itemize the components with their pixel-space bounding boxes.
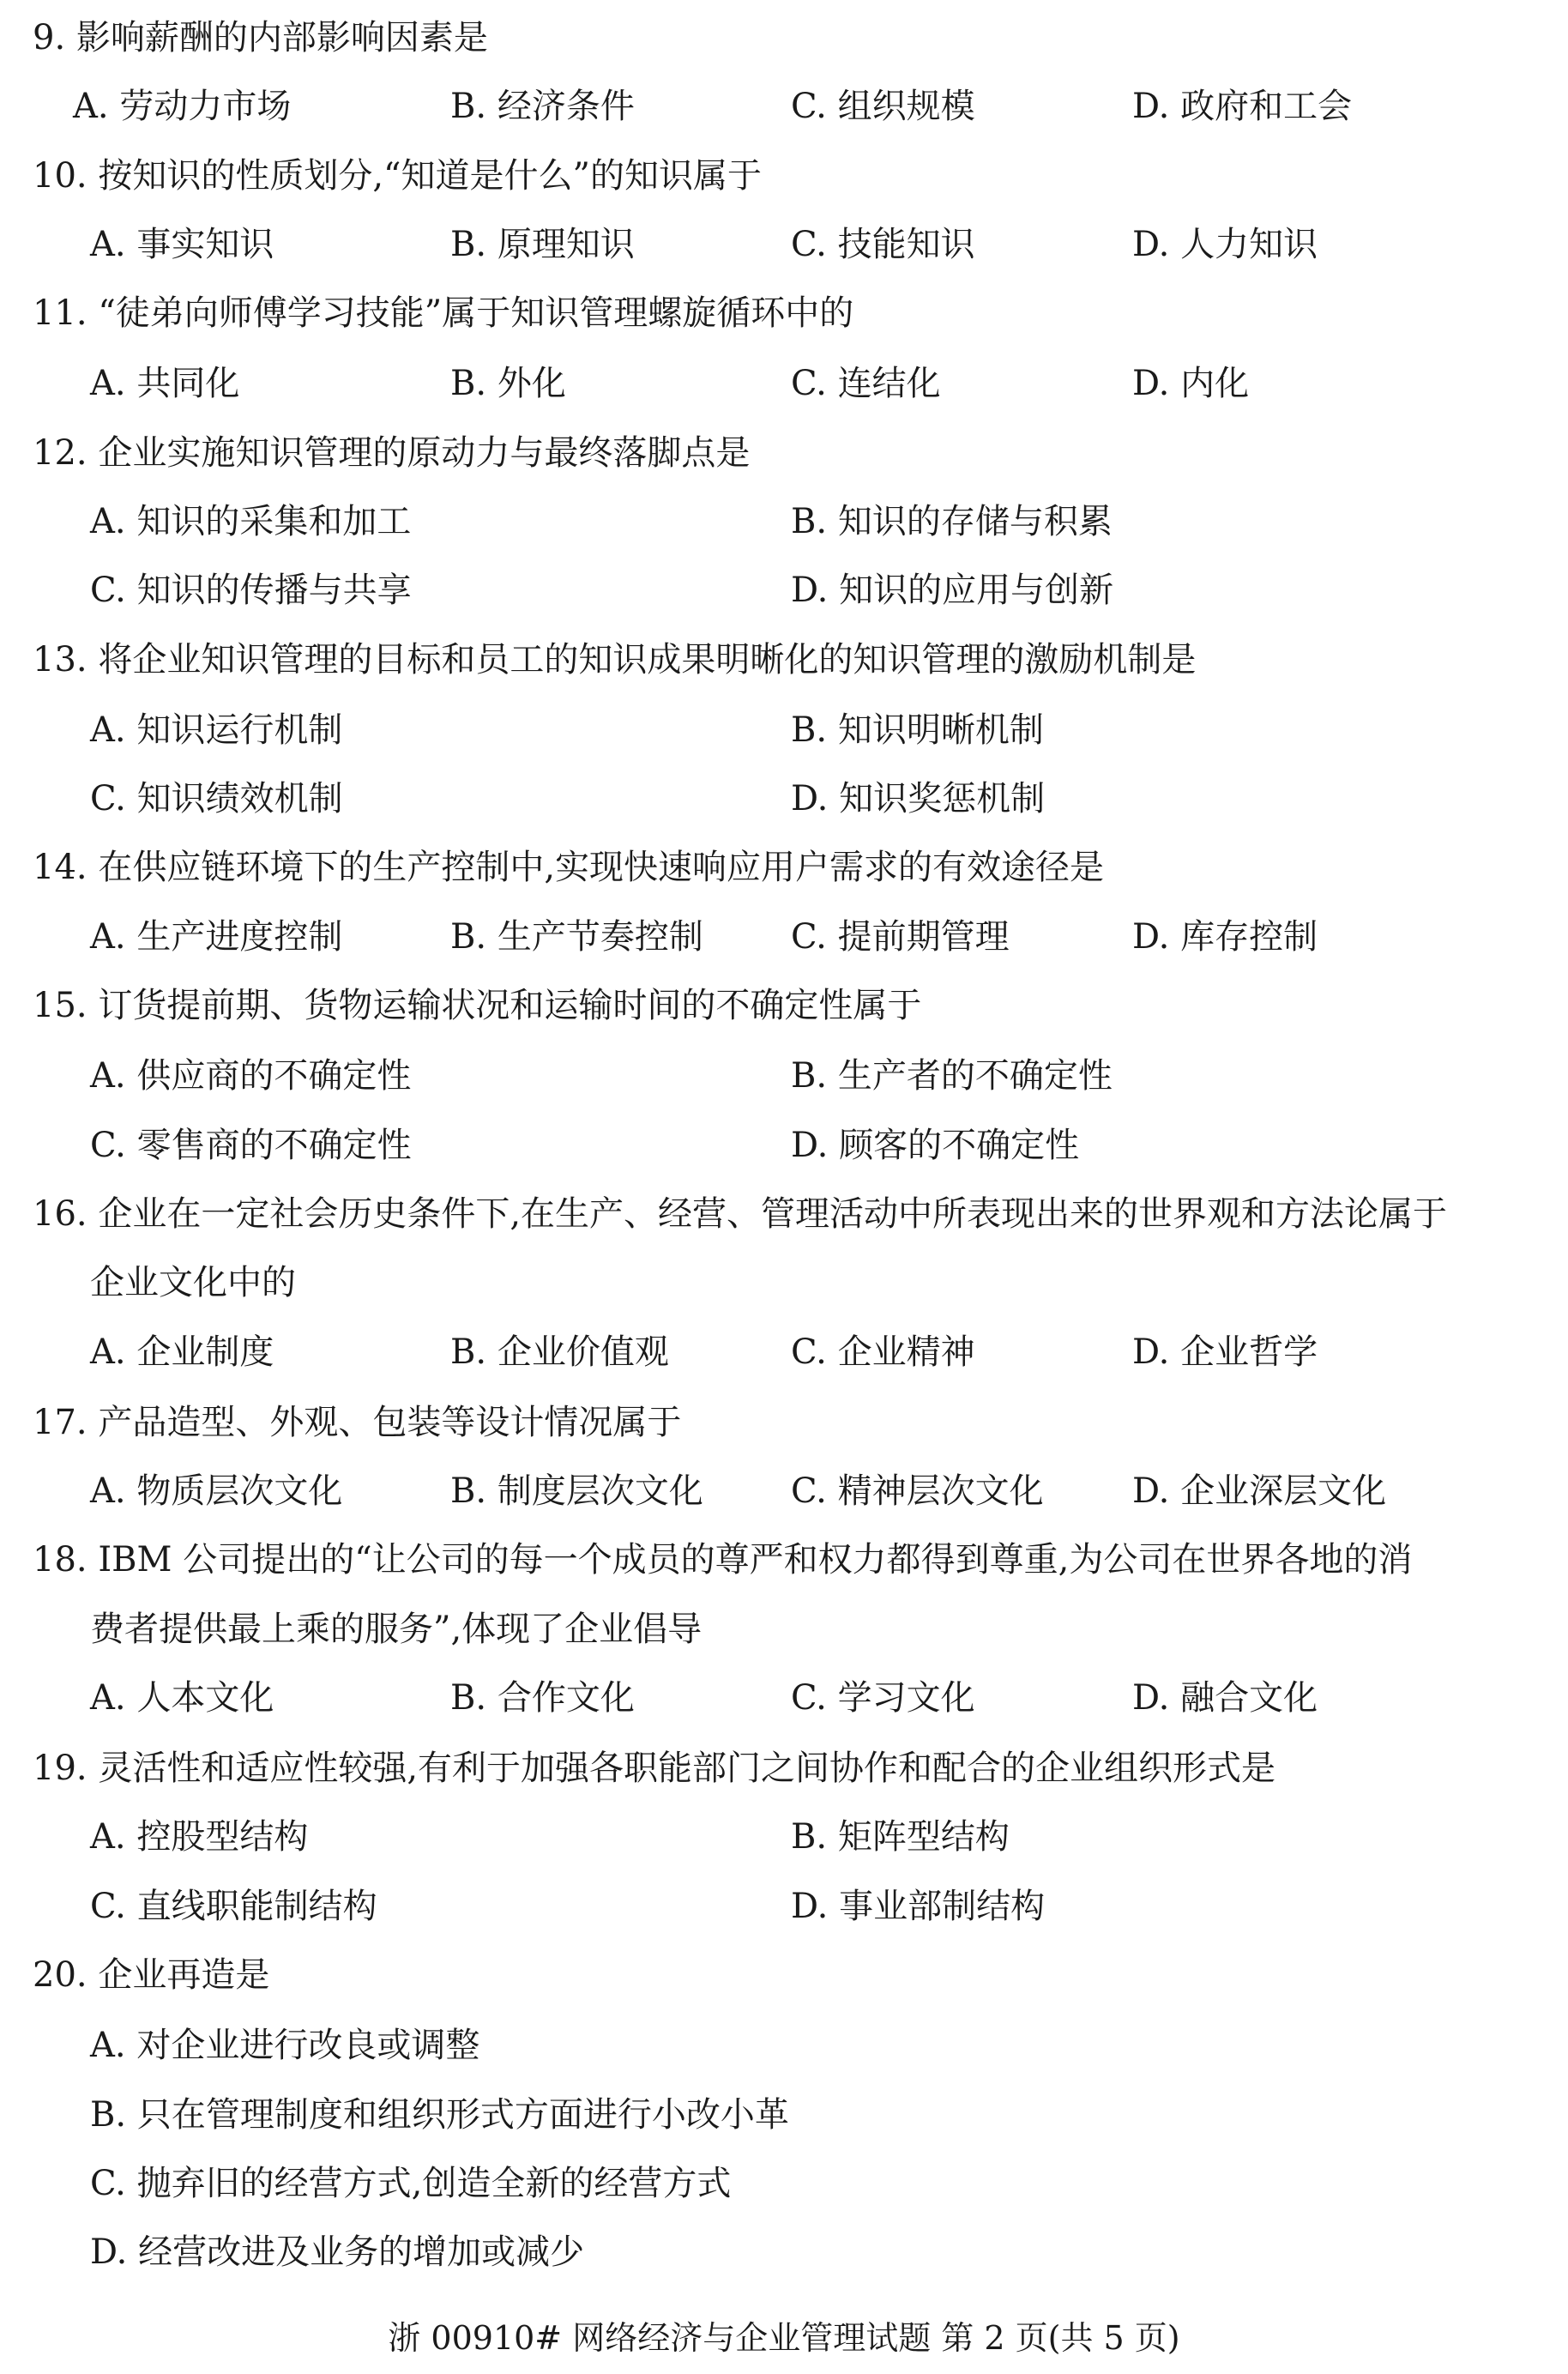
question-20-stem: 20. 企业再造是: [33, 1955, 270, 1996]
question-19-option-c: C. 直线职能制结构: [90, 1886, 377, 1926]
question-16-stem-continued: 企业文化中的: [90, 1263, 296, 1303]
question-14-option-c: C. 提前期管理: [791, 916, 1010, 957]
question-10-option-d: D. 人力知识: [1132, 224, 1318, 264]
question-14-option-b: B. 生产节奏控制: [450, 916, 703, 957]
question-20-option-c: C. 抛弃旧的经营方式,创造全新的经营方式: [90, 2163, 732, 2203]
question-11-stem: 11. “徒弟向师傅学习技能”属于知识管理螺旋循环中的: [33, 293, 854, 334]
question-19-option-a: A. 控股型结构: [90, 1817, 309, 1858]
question-15-option-d: D. 顾客的不确定性: [791, 1125, 1080, 1165]
question-10-option-b: B. 原理知识: [450, 224, 635, 264]
question-16-option-d: D. 企业哲学: [1132, 1332, 1318, 1372]
question-12-option-a: A. 知识的采集和加工: [90, 501, 412, 541]
question-12-option-c: C. 知识的传播与共享: [90, 571, 412, 611]
question-16-option-b: B. 企业价值观: [450, 1332, 669, 1372]
question-17-option-b: B. 制度层次文化: [450, 1471, 703, 1511]
question-13-stem: 13. 将企业知识管理的目标和员工的知识成果明晰化的知识管理的激励机制是: [33, 639, 1197, 680]
question-18-option-c: C. 学习文化: [791, 1677, 975, 1718]
question-11-option-a: A. 共同化: [90, 364, 240, 404]
question-15-option-b: B. 生产者的不确定性: [791, 1056, 1113, 1096]
question-13-option-c: C. 知识绩效机制: [90, 779, 343, 819]
page-footer: 浙 00910# 网络经济与企业管理试题 第 2 页(共 5 页): [388, 2319, 1180, 2357]
question-9-option-b: B. 经济条件: [450, 87, 635, 127]
question-15-stem: 15. 订货提前期、货物运输状况和运输时间的不确定性属于: [33, 986, 922, 1026]
question-20-option-a: A. 对企业进行改良或调整: [90, 2026, 480, 2066]
question-12-stem: 12. 企业实施知识管理的原动力与最终落脚点是: [33, 432, 751, 473]
question-17-option-d: D. 企业深层文化: [1132, 1471, 1387, 1511]
question-13-option-a: A. 知识运行机制: [90, 710, 343, 750]
question-11-option-b: B. 外化: [450, 364, 566, 404]
question-18-option-d: D. 融合文化: [1132, 1677, 1318, 1718]
question-10-stem: 10. 按知识的性质划分,“知道是什么”的知识属于: [33, 155, 762, 196]
question-18-stem: 18. IBM 公司提出的“让公司的每一个成员的尊严和权力都得到尊重,为公司在世界各地的消: [33, 1540, 1413, 1580]
question-13-option-d: D. 知识奖惩机制: [791, 779, 1046, 819]
question-14-option-a: A. 生产进度控制: [90, 916, 343, 957]
question-20-option-b: B. 只在管理制度和组织形式方面进行小改小革: [90, 2094, 789, 2135]
question-9-option-a: A. 劳动力市场: [73, 87, 292, 127]
question-13-option-b: B. 知识明晰机制: [791, 710, 1044, 750]
question-18-option-a: A. 人本文化: [90, 1677, 274, 1718]
question-11-option-c: C. 连结化: [791, 364, 941, 404]
question-18-option-b: B. 合作文化: [450, 1677, 635, 1718]
question-16-option-c: C. 企业精神: [791, 1332, 975, 1372]
question-18-stem-continued: 费者提供最上乘的服务”,体现了企业倡导: [90, 1609, 703, 1649]
question-20-option-d: D. 经营改进及业务的增加或减少: [90, 2232, 585, 2273]
question-17-stem: 17. 产品造型、外观、包装等设计情况属于: [33, 1402, 682, 1442]
question-10-option-c: C. 技能知识: [791, 224, 975, 264]
question-11-option-d: D. 内化: [1132, 364, 1250, 404]
question-10-option-a: A. 事实知识: [90, 224, 274, 264]
question-15-option-a: A. 供应商的不确定性: [90, 1056, 412, 1096]
question-17-option-a: A. 物质层次文化: [90, 1471, 343, 1511]
question-14-stem: 14. 在供应链环境下的生产控制中,实现快速响应用户需求的有效途径是: [33, 848, 1105, 888]
question-9-stem: 9. 影响薪酬的内部影响因素是: [33, 17, 488, 57]
question-9-option-c: C. 组织规模: [791, 87, 975, 127]
question-16-option-a: A. 企业制度: [90, 1332, 274, 1372]
question-14-option-d: D. 库存控制: [1132, 916, 1318, 957]
question-12-option-b: B. 知识的存储与积累: [791, 501, 1113, 541]
question-19-stem: 19. 灵活性和适应性较强,有利于加强各职能部门之间协作和配合的企业组织形式是: [33, 1749, 1276, 1789]
question-16-stem: 16. 企业在一定社会历史条件下,在生产、经营、管理活动中所表现出来的世界观和方法论属于: [33, 1193, 1448, 1234]
question-15-option-c: C. 零售商的不确定性: [90, 1125, 412, 1165]
question-12-option-d: D. 知识的应用与创新: [791, 571, 1114, 611]
question-9-option-d: D. 政府和工会: [1132, 87, 1353, 127]
question-17-option-c: C. 精神层次文化: [791, 1471, 1044, 1511]
question-19-option-d: D. 事业部制结构: [791, 1886, 1046, 1926]
question-19-option-b: B. 矩阵型结构: [791, 1817, 1010, 1858]
